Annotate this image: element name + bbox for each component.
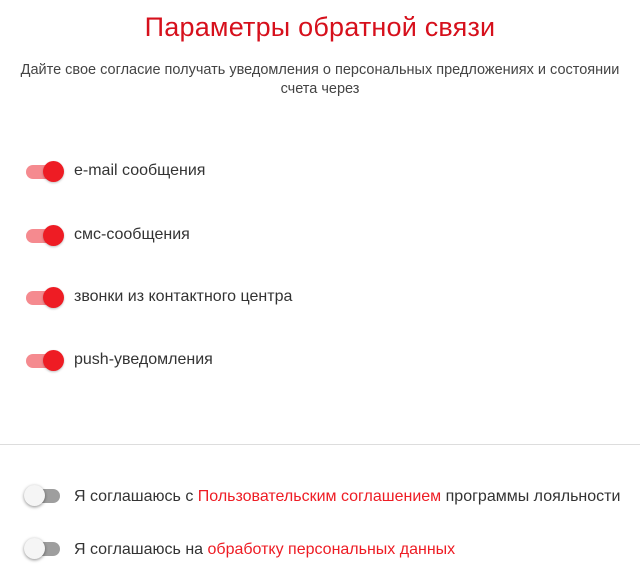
push-toggle-label: push-уведомления: [74, 351, 213, 368]
terms-agreement-text: [74, 484, 634, 510]
user-agreement-link[interactable]: Пользовательским соглашением: [197, 488, 442, 505]
email-toggle-label: e-mail сообщения: [74, 162, 206, 179]
personal-data-toggle[interactable]: [24, 537, 64, 559]
personal-data-prefix: Я соглашаюсь на: [74, 541, 208, 558]
channel-push-row: [24, 347, 213, 373]
channel-email-row: [24, 158, 205, 184]
page-subtitle: Дайте свое согласие получать уведомления о персональных предложениях и состоянии счета через: [20, 62, 620, 97]
calls-toggle-label: звонки из контактного центра: [74, 288, 293, 305]
toggle-thumb: [24, 485, 45, 506]
sms-toggle[interactable]: [24, 224, 64, 246]
personal-data-link[interactable]: обработку персональных данных: [207, 541, 456, 558]
sms-toggle-label: смс-сообщения: [74, 226, 190, 243]
toggle-thumb: [43, 225, 64, 246]
page-title: Параметры обратной связи: [144, 12, 496, 42]
terms-agreement-toggle[interactable]: [24, 484, 64, 506]
section-divider: [0, 444, 640, 445]
terms-agreement-suffix: программы лояльности: [441, 488, 621, 505]
toggle-thumb: [43, 287, 64, 308]
toggle-thumb: [43, 161, 64, 182]
terms-agreement-prefix: Я соглашаюсь с: [74, 488, 198, 505]
toggle-thumb: [24, 538, 45, 559]
push-toggle[interactable]: [24, 349, 64, 371]
channel-calls-row: [24, 284, 292, 310]
toggle-thumb: [43, 350, 64, 371]
personal-data-text: [74, 537, 634, 563]
calls-toggle[interactable]: [24, 286, 64, 308]
channel-sms-row: [24, 222, 190, 248]
email-toggle[interactable]: [24, 160, 64, 182]
